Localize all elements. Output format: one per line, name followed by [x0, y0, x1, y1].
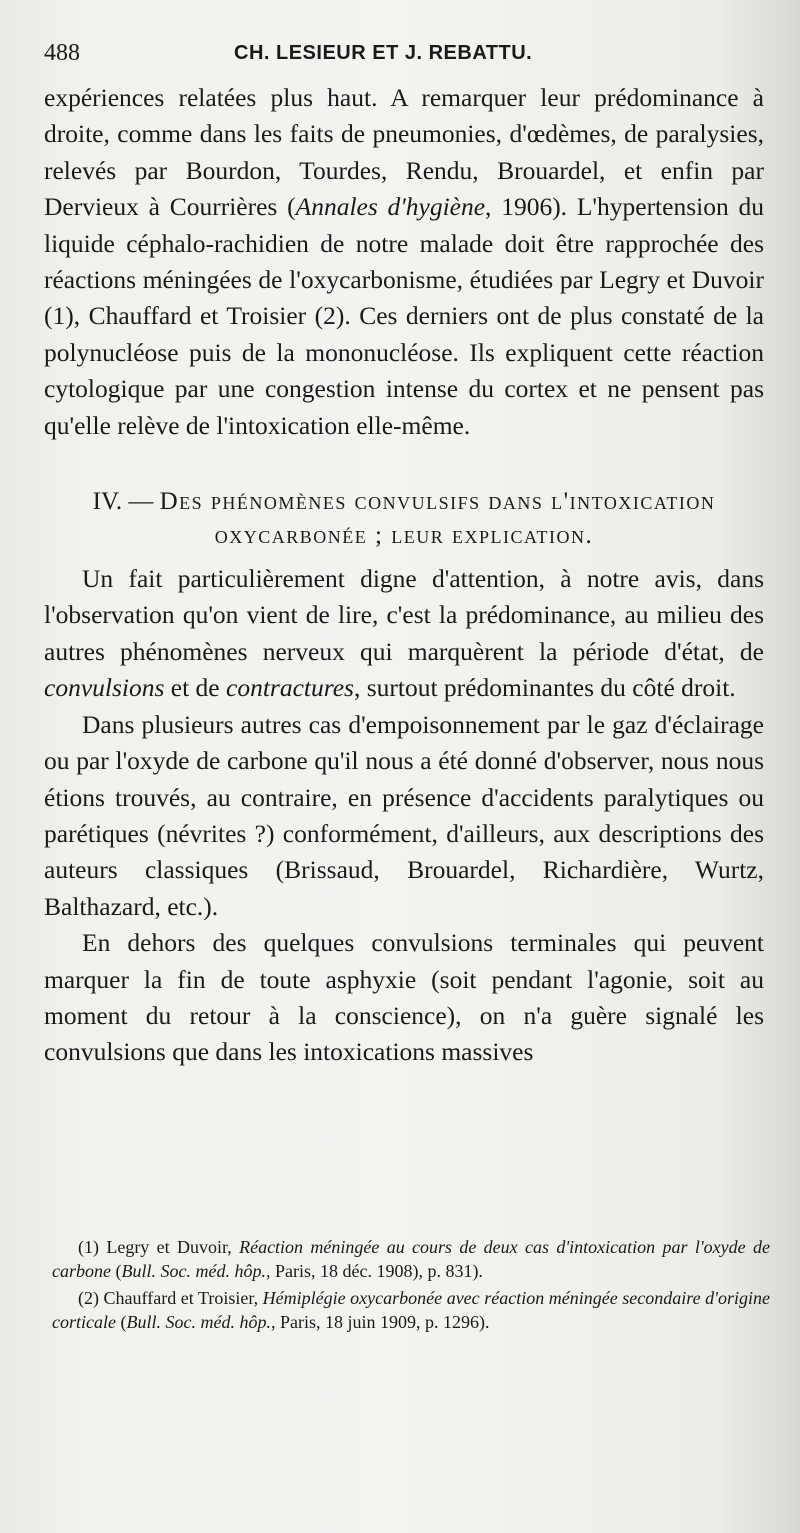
italic-run: convulsions [44, 673, 165, 703]
footnote-title: Hémiplégie oxycarbonée avec réaction méningée secondaire d'origine corticale [52, 1288, 770, 1332]
section-heading-line-2: oxycarbonée ; leur explication. [214, 522, 594, 550]
text-run: ( [110, 1260, 122, 1281]
paragraph-2 [44, 561, 764, 707]
paragraph-3: Dans plusieurs autres cas d'empoisonnement par le gaz d'éclairage ou par l'oxyde de carbone qu'il nous a été donné d'observer, nous nous étions trouvés, au contraire, en présence d'accidents paralytiques ou parétiques (névrites ?) conformément, d'ailleurs, aux descriptions des auteurs classiques (Brissaud, Brouardel, Richardière, Wurtz, Balthazard, etc.). [44, 709, 764, 921]
section-heading-line-1: Des phénomènes convulsifs dans l'intoxication [159, 488, 716, 516]
text-run: Un fait particulièrement digne d'attention, à notre avis, dans l'observation qu'on vient de lire, c'est la prédominance, au milieu des autres phénomènes nerveux qui marquèrent la période d'état, de [44, 564, 764, 666]
footnote-authors: Legry et Duvoir, [106, 1237, 240, 1257]
footnote-2 [52, 1287, 770, 1334]
footnote-authors: Chauffard et Troisier, [103, 1288, 263, 1308]
italic-run: Annales d'hygiène [295, 192, 486, 222]
footnotes [52, 1236, 770, 1338]
footnote-1 [52, 1236, 770, 1283]
text-run: et de [164, 673, 227, 703]
text-run: , 1906). L'hypertension du liquide céphalo-rachidien de notre malade doit être rapprochée des réactions méningées de l'oxycarbonisme, étudiées par Legry et Duvoir (1), Chauffard et Troisier (2). Ces derniers ont de plus constaté de la polynucléose puis de la mononucléose. Ils expliquent cette réaction cytologique par une congestion intense du cortex et ne pensent pas qu'elle relève de l'intoxication elle-même. [44, 192, 764, 440]
paragraph-4: En dehors des quelques convulsions terminales qui peuvent marquer la fin de toute asphyxie (soit pendant l'agonie, soit au moment du retour à la conscience), on n'a guère signalé les convulsions que dans les intoxications massives [44, 928, 764, 1067]
text-run: , surtout prédominantes du côté droit. [353, 673, 736, 703]
footnote-marker: (1) [78, 1237, 107, 1257]
page-number: 488 [44, 40, 80, 66]
section-numeral: IV. — [92, 488, 160, 516]
footnote-title: Réaction méningée au cours de deux cas d'intoxication par l'oxyde de carbone [52, 1237, 770, 1281]
running-head: CH. LESIEUR ET J. REBATTU. [234, 42, 533, 64]
paragraph-1 [44, 80, 764, 444]
page-header [44, 38, 756, 74]
section-heading [44, 485, 764, 553]
text-run: ( [115, 1311, 127, 1332]
text-run: expériences relatées plus haut. A remarquer leur prédominance à droite, comme dans les faits de pneumonies, d'œdèmes, de paralysies, relevés par Bourdon, Tourdes, Rendu, Brouardel, et enfin par Dervieux à Courrières ( [44, 83, 764, 222]
main-text [44, 80, 764, 1071]
footnote-source: , Paris, 18 déc. 1908), p. 831). [265, 1260, 483, 1281]
footnote-journal: Bull. Soc. méd. hôp. [126, 1311, 271, 1332]
footnote-journal: Bull. Soc. méd. hôp. [121, 1260, 266, 1281]
italic-run: contractures [226, 673, 354, 703]
footnote-marker: (2) [78, 1288, 104, 1308]
footnote-source: , Paris, 18 juin 1909, p. 1296). [270, 1311, 490, 1332]
